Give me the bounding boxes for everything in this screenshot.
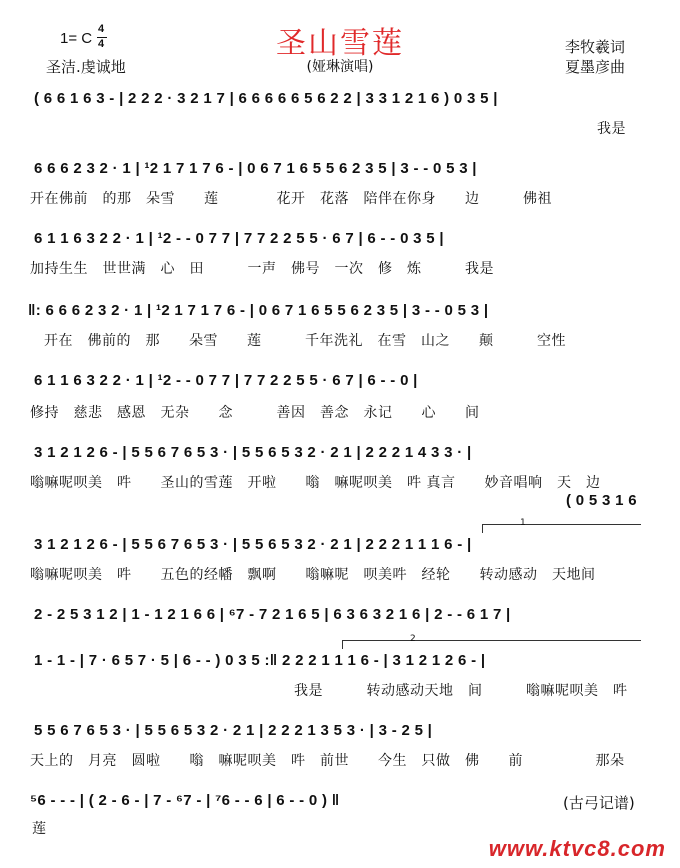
composer: 夏墨彦曲 [565, 58, 626, 76]
time-signature-bottom: 4 [98, 38, 105, 50]
site-watermark: www.ktvc8.com [488, 836, 666, 861]
lyrics-line-10: 天上的 月亮 圆啦 嗡 嘛呢呗美 吽 前世 今生 只做 佛 前 那朵 [30, 753, 625, 769]
notation-line-1: ( 6 6 1 6 3 - | 2 2 2 · 3 2 1 7 | 6 6 6 6 6 5 6 2 2 | 3 3 1 2 1 6 ) 0 3 5 | [34, 90, 498, 107]
lyrics-line-3: 加持生生 世世满 心 田 一声 佛号 一次 修 炼 我是 [30, 261, 494, 277]
first-ending-label: 1 [520, 518, 526, 528]
lyrics-line-11: 莲 [32, 821, 47, 837]
lyricist: 李牧羲词 [565, 38, 626, 56]
lyrics-line-2: 开在佛前 的那 朵雪 莲 花开 花落 陪伴在你身 边 佛祖 [30, 191, 552, 207]
second-ending-bracket [342, 640, 641, 649]
key-signature: 1= C [60, 30, 93, 47]
second-ending-label: 2 [410, 634, 416, 644]
transcriber-credit: (古弓记谱) [563, 794, 635, 812]
lyrics-line-5: 修持 慈悲 感恩 无杂 念 善因 善念 永记 心 间 [30, 405, 480, 421]
performer: (娅琳演唱) [306, 59, 374, 75]
notation-line-3: 6 1 1 6 3 2 2 · 1 | ¹2 - - 0 7 7 | 7 7 2 2 5 5 · 6 7 | 6 - - 0 3 5 | [34, 230, 444, 247]
first-ending-bracket [482, 524, 641, 533]
lyrics-line-7: 嗡嘛呢呗美 吽 五色的经幡 飘啊 嗡嘛呢 呗美吽 经轮 转动感动 天地间 [30, 567, 596, 583]
lyrics-line-4: 开在 佛前的 那 朵雪 莲 千年洗礼 在雪 山之 颠 空性 [44, 333, 566, 349]
notation-line-5: 6 1 1 6 3 2 2 · 1 | ¹2 - - 0 7 7 | 7 7 2 2 5 5 · 6 7 | 6 - - 0 | [34, 372, 418, 389]
notation-line-7: 3 1 2 1 2 6 - | 5 5 6 7 6 5 3 · | 5 5 6 5 3 2 · 2 1 | 2 2 2 1 1 1 6 - | [34, 536, 472, 553]
notation-line-6: 3 1 2 1 2 6 - | 5 5 6 7 6 5 3 · | 5 5 6 5 3 2 · 2 1 | 2 2 2 1 4 3 3 · | [34, 444, 472, 461]
time-signature-top: 4 [98, 23, 105, 35]
notation-line-11: ⁵6 - - - | ( 2 - 6 - | 7 - ⁶7 - | ⁷6 - - 6 | 6 - - 0 ) ‖ [30, 792, 340, 809]
notation-line-2: 6 6 6 2 3 2 · 1 | ¹2 1 7 1 7 6 - | 0 6 7 1 6 5 5 6 2 3 5 | 3 - - 0 5 3 | [34, 160, 477, 177]
instrumental-intro-bracket: ( 0 5 3 1 6 [566, 492, 637, 509]
expression-mark: 圣洁.虔诚地 [46, 58, 126, 76]
notation-line-8: 2 - 2 5 3 1 2 | 1 - 1 2 1 6 6 | ⁶7 - 7 2 1 6 5 | 6 3 6 3 2 1 6 | 2 - - 6 1 7 | [34, 606, 511, 623]
notation-line-4: ‖: 6 6 6 2 3 2 · 1 | ¹2 1 7 1 7 6 - | 0 6 7 1 6 5 5 6 2 3 5 | 3 - - 0 5 3 | [28, 302, 489, 319]
notation-line-9: 1 - 1 - | 7 · 6 5 7 · 5 | 6 - - ) 0 3 5 :‖ 2 2 2 1 1 1 6 - | 3 1 2 1 2 6 - | [34, 652, 486, 669]
notation-line-10: 5 5 6 7 6 5 3 · | 5 5 6 5 3 2 · 2 1 | 2 2 2 1 3 5 3 · | 3 - 2 5 | [34, 722, 433, 739]
lyrics-line-1: 我是 [597, 121, 626, 137]
song-title: 圣山雪莲 [276, 26, 404, 61]
lyrics-line-9: 我是 转动感动天地 间 嗡嘛呢呗美 吽 [294, 683, 628, 699]
lyrics-line-6: 嗡嘛呢呗美 吽 圣山的雪莲 开啦 嗡 嘛呢呗美 吽 真言 妙音唱响 天 边 [30, 475, 601, 491]
